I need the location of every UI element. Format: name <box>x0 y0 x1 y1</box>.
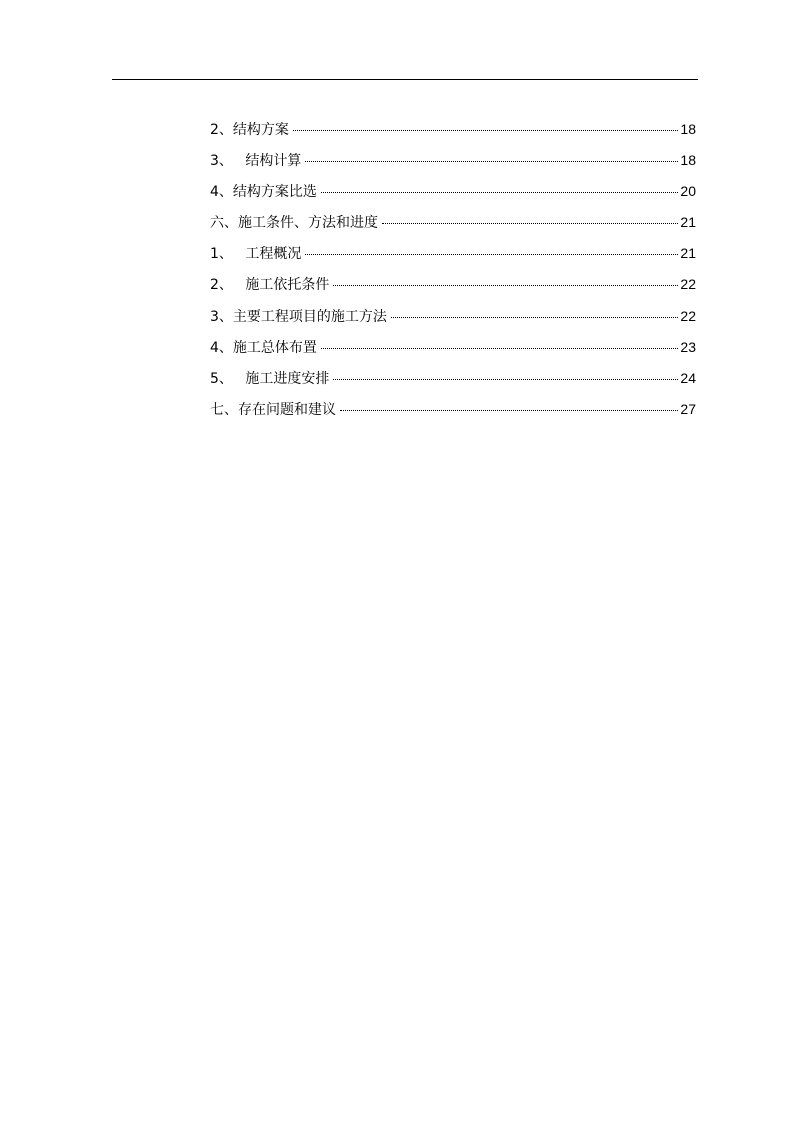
toc-entry[interactable] <box>210 397 696 428</box>
toc-entry-title: 结构方案比选 <box>232 184 317 201</box>
toc-entry-page: 22 <box>680 276 696 293</box>
toc-entry-number: 2、 <box>210 122 233 138</box>
dot-leader <box>305 254 678 255</box>
toc-entry[interactable] <box>210 210 696 241</box>
dot-leader <box>333 379 678 380</box>
dot-leader <box>293 130 679 131</box>
toc-entry[interactable] <box>210 117 696 148</box>
toc-entry-title: 结构方案 <box>232 122 289 138</box>
toc-entry-page: 18 <box>680 121 696 137</box>
toc-entry-number: 3、 <box>210 153 238 170</box>
dot-leader <box>391 317 679 318</box>
header-rule <box>112 79 698 80</box>
toc-entry[interactable] <box>210 148 696 179</box>
toc-entry-title: 工程概况 <box>245 246 302 263</box>
toc-entry-number: 2、 <box>210 277 238 294</box>
toc-entry-page: 23 <box>680 338 696 355</box>
dot-leader <box>321 348 679 349</box>
toc-entry-title: 结构计算 <box>245 153 302 170</box>
toc-entry-page: 21 <box>680 245 696 262</box>
dot-leader <box>321 192 679 193</box>
toc-entry[interactable] <box>210 366 696 397</box>
toc-entry-title: 施工条件、方法和进度 <box>238 215 378 232</box>
toc-entry-title: 施工进度安排 <box>245 370 330 387</box>
toc-entry-title: 施工依托条件 <box>245 277 330 294</box>
toc-entry-page: 27 <box>680 400 696 417</box>
toc-entry-page: 21 <box>680 214 696 231</box>
toc-entry-number: 七、 <box>210 401 238 418</box>
dot-leader <box>340 410 678 411</box>
toc-entry[interactable] <box>210 304 696 335</box>
toc-entry-page: 20 <box>680 183 696 200</box>
toc-entry-number: 3、 <box>210 308 233 325</box>
toc-entry-number: 六、 <box>210 215 238 232</box>
toc-entry[interactable] <box>210 179 696 210</box>
dot-leader <box>305 161 678 162</box>
dot-leader <box>382 223 678 224</box>
toc-entry-page: 18 <box>680 152 696 169</box>
table-of-contents <box>210 117 696 428</box>
toc-entry-page: 22 <box>680 307 696 324</box>
dot-leader <box>333 285 678 286</box>
toc-entry-page: 24 <box>680 369 696 386</box>
toc-entry[interactable] <box>210 241 696 272</box>
toc-entry-title: 施工总体布置 <box>232 339 317 356</box>
toc-entry-title: 存在问题和建议 <box>238 401 336 418</box>
toc-entry[interactable] <box>210 272 696 303</box>
toc-entry-title: 主要工程项目的施工方法 <box>232 308 387 325</box>
toc-entry-number: 4、 <box>210 184 233 201</box>
toc-entry-number: 5、 <box>210 370 238 387</box>
toc-entry-number: 1、 <box>210 246 238 263</box>
toc-entry[interactable] <box>210 335 696 366</box>
toc-entry-number: 4、 <box>210 339 233 356</box>
